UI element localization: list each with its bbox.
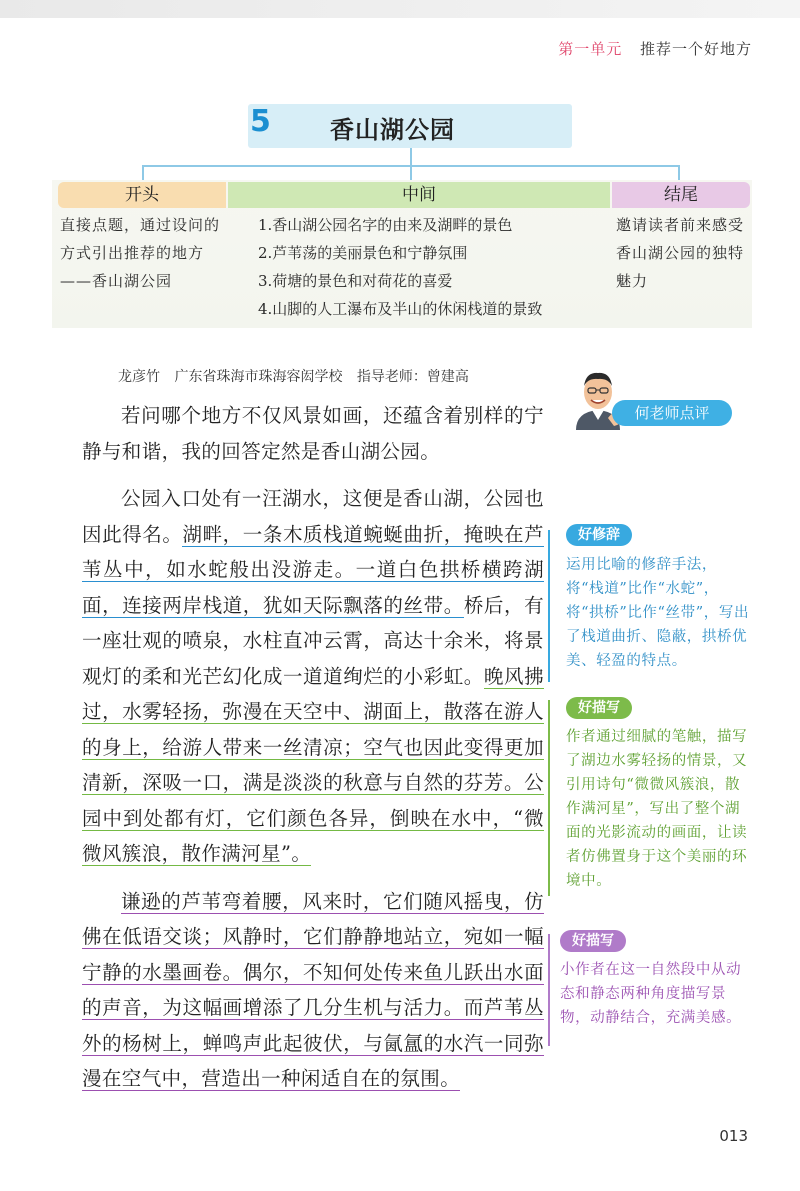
- outline-middle-item: 2.芦苇荡的美丽景色和宁静氛围: [258, 244, 468, 262]
- comment-text: 作者通过细腻的笔触，描写了湖边水雾轻扬的情景，又引用诗句“微微风簇浪，散作满河星”，写出了整个湖面的光影流动的画面，让读者仿佛置身于这个美丽的环境中。: [566, 729, 748, 889]
- unit-label: 第一单元: [558, 40, 623, 58]
- author-line: [118, 366, 469, 386]
- outline-middle-heading: 中间: [228, 182, 610, 208]
- essay-paragraph: [82, 884, 544, 1097]
- unit-topic: 推荐一个好地方: [639, 40, 752, 58]
- page-number: 013: [719, 1127, 748, 1145]
- author-name: 龙彦竹: [118, 369, 160, 385]
- comment-tag: 好修辞: [566, 524, 632, 546]
- outline-start-text: 直接点题，通过设问的方式引出推荐的地方——香山湖公园: [60, 216, 221, 290]
- essay-text: 若问哪个地方不仅风景如画，还蕴含着别样的宁静与和谐，我的回答定然是香山湖公园。: [82, 404, 544, 463]
- unit-header: [558, 38, 752, 59]
- lesson-number: 5: [250, 104, 271, 139]
- outline-middle-item: 4.山脚的人工瀑布及半山的休闲栈道的景致: [258, 300, 543, 318]
- essay-highlight-description-2: 谦逊的芦苇弯着腰，风来时，它们随风摇曳，仿佛在低语交谈；风静时，它们静静地站立，宛如一幅宁静的水墨画卷。偶尔，不知何处传来鱼儿跃出水面的声音，为这幅画增添了几分生机与活力。而芦苇丛外的杨树上，蝉鸣声此起彼伏，与氤氲的水汽一同弥漫在空气中，营造出一种闲适自在的氛围。: [82, 889, 544, 1090]
- comment-text: 运用比喻的修辞手法，将“栈道”比作“水蛇”，将“拱桥”比作“丝带”，写出了栈道曲折、隐蔽，拱桥优美、轻盈的特点。: [566, 557, 750, 669]
- comment-bar-green: [548, 700, 550, 896]
- comment-bar-purple: [548, 934, 550, 1046]
- comment-tag: 好描写: [566, 697, 632, 719]
- page-title: 香山湖公园: [330, 116, 455, 144]
- top-strip: [0, 0, 800, 18]
- teacher-review-tag: 何老师点评: [612, 400, 732, 426]
- author-teacher: 指导老师：曾建高: [356, 369, 469, 385]
- essay-highlight-description: 晚风拂过，水雾轻扬，弥漫在天空中、湖面上，散落在游人的身上，给游人带来一丝清凉；空气也因此变得更加清新，深吸一口，满是淡淡的秋意与自然的芬芳。公园中到处都有灯，它们颜色各异，倒映在水中，“微微风簇浪，散作满河星”。: [82, 664, 544, 865]
- outline-middle-item: 3.荷塘的景色和对荷花的喜爱: [258, 272, 453, 290]
- comment-text: 小作者在这一自然段中从动态和静态两种角度描写景物，动静结合，充满美感。: [560, 962, 742, 1026]
- essay-text: 公园入口处有一汪湖水，这便是香山湖，公园也因此得名。: [82, 487, 544, 546]
- connector-stem: [410, 148, 412, 166]
- comment-tag: 好描写: [560, 930, 626, 952]
- outline-start-heading: 开头: [58, 182, 226, 208]
- comment-bar-blue: [548, 530, 550, 682]
- essay-paragraph: [82, 481, 544, 872]
- outline-middle-list: [258, 211, 542, 323]
- essay-paragraph: [82, 398, 544, 469]
- essay-text: 桥后，有一座壮观的喷泉，水柱直冲云霄，高达十余米，将景观灯的柔和光芒幻化成一道道绚烂的小彩虹。: [82, 593, 544, 688]
- outline-end-text: 邀请读者前来感受香山湖公园的独特魅力: [616, 216, 745, 290]
- essay-highlight-rhetoric: 湖畔，一条木质栈道蜿蜒曲折，掩映在芦苇丛中，如水蛇般出没游走。一道白色拱桥横跨湖面，连接两岸栈道，犹如天际飘落的丝带。: [82, 522, 544, 617]
- outline-middle-item: 1.香山湖公园名字的由来及湖畔的景色: [258, 216, 513, 234]
- outline-end-heading: 结尾: [612, 182, 750, 208]
- essay-body: [82, 398, 544, 1097]
- author-school: 广东省珠海市珠海容闳学校: [174, 369, 343, 385]
